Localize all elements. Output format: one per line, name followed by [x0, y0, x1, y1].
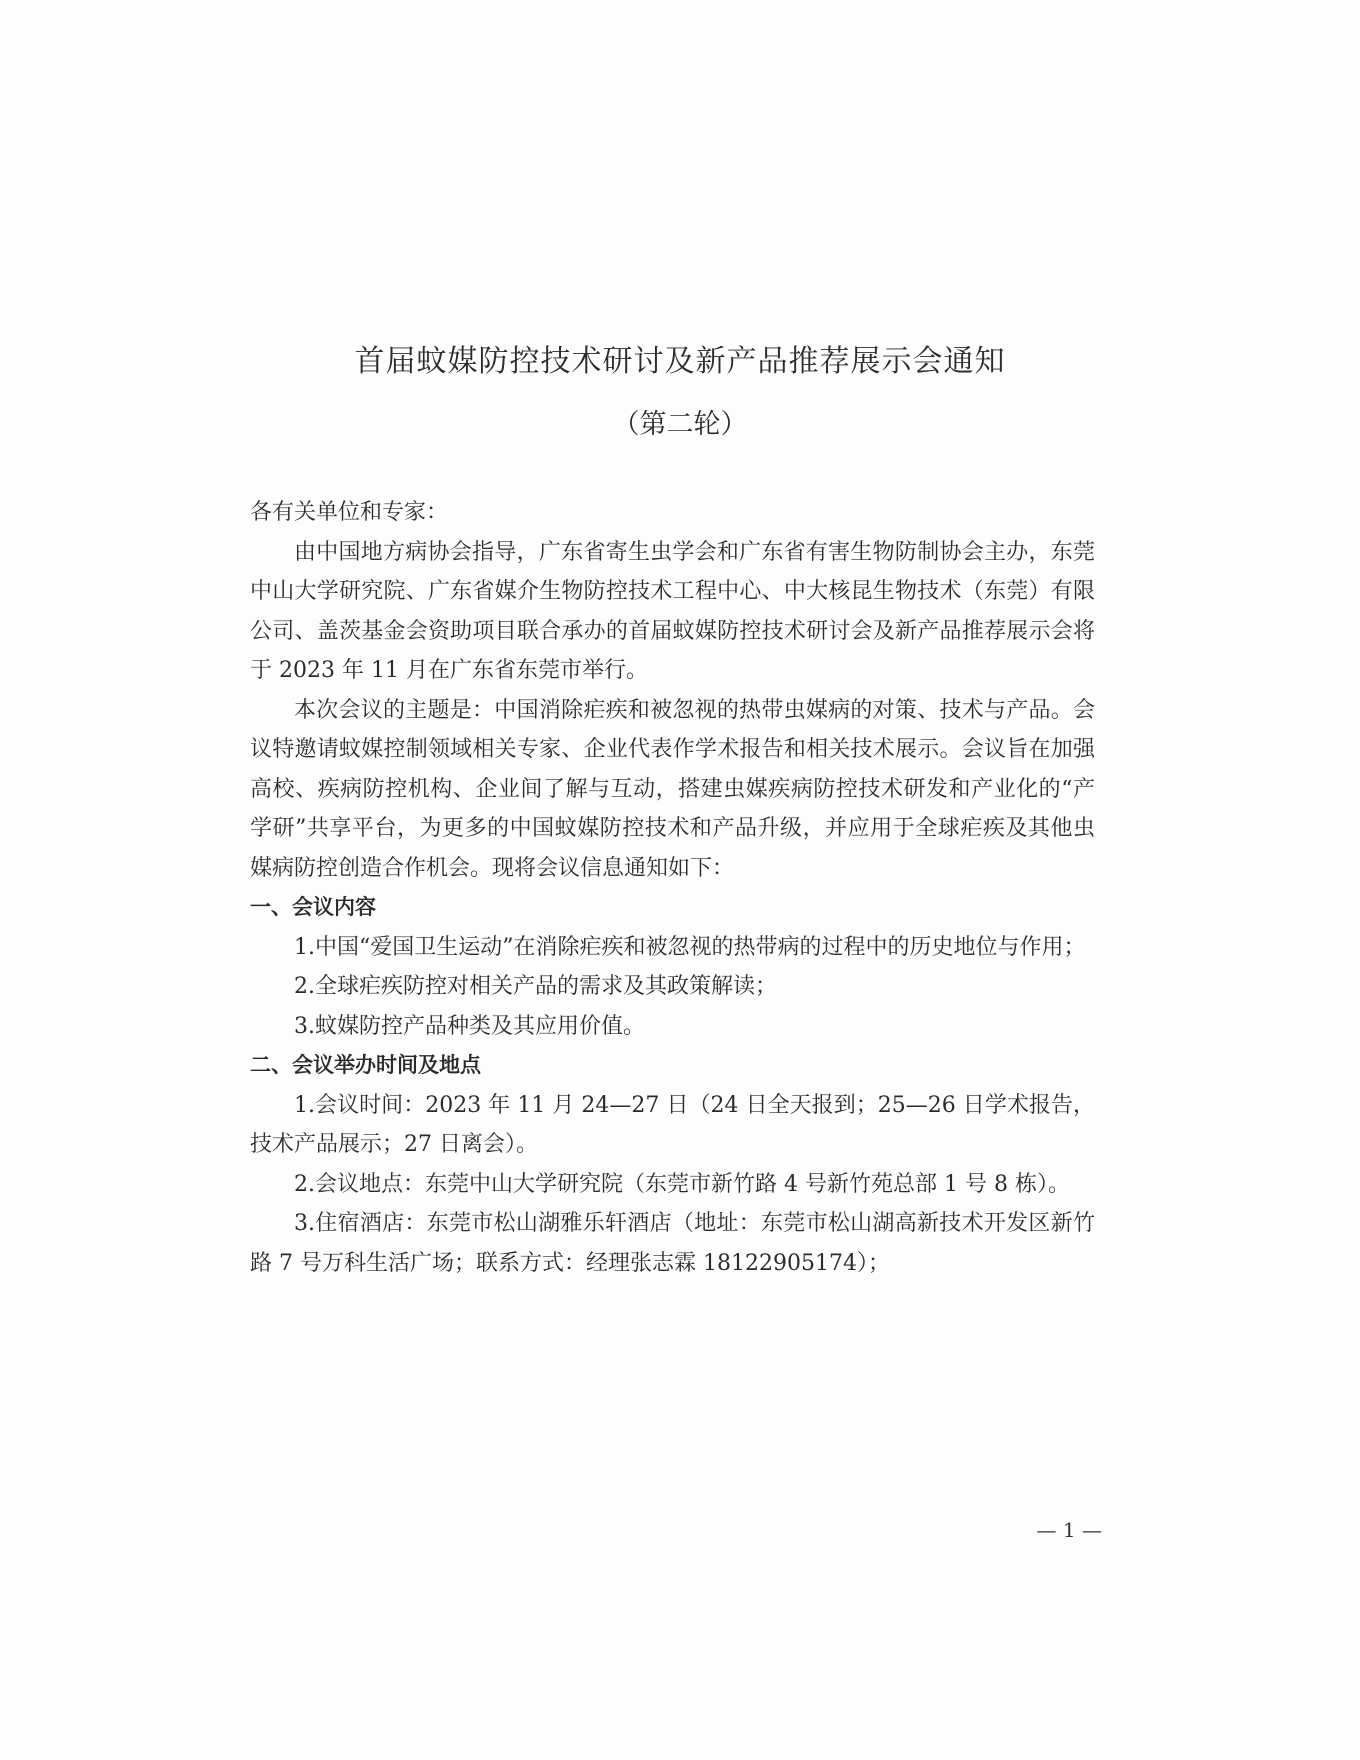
section-item: 3.住宿酒店：东莞市松山湖雅乐轩酒店（地址：东莞市松山湖高新技术开发区新竹路 7 号万科生活广场；联系方式：经理张志霖 18122905174）；	[250, 1211, 1095, 1276]
section-heading-content: 一、会议内容	[250, 895, 376, 919]
page-number: — 1 —	[1036, 1518, 1102, 1542]
section-item: 3.蚊媒防控产品种类及其应用价值。	[294, 1013, 645, 1039]
document-title: 首届蚊媒防控技术研讨及新产品推荐展示会通知	[354, 344, 1006, 379]
section-item: 1.中国“爱国卫生运动”在消除疟疾和被忽视的热带病的过程中的历史地位与作用；	[294, 934, 1086, 960]
document-body	[250, 493, 1095, 1283]
paragraph-theme: 本次会议的主题是：中国消除疟疾和被忽视的热带虫媒病的对策、技术与产品。会议特邀请蚊媒控制领域相关专家、企业代表作学术报告和相关技术展示。会议旨在加强高校、疾病防控机构、企业间了解与互动，搭建虫媒疾病防控技术研发和产业化的“产学研”共享平台，为更多的中国蚊媒防控技术和产品升级，并应用于全球疟疾及其他虫媒病防控创造合作机会。现将会议信息通知如下：	[250, 697, 1095, 881]
section-item: 2.全球疟疾防控对相关产品的需求及其政策解读；	[294, 974, 777, 999]
section-item: 2.会议地点：东莞中山大学研究院（东莞市新竹路 4 号新竹苑总部 1 号 8 栋）。	[294, 1171, 1070, 1197]
document-round-label: （第二轮）	[612, 409, 748, 440]
paragraph-intro: 由中国地方病协会指导，广东省寄生虫学会和广东省有害生物防制协会主办，东莞中山大学研究院、广东省媒介生物防控技术工程中心、中大核昆生物技术（东莞）有限公司、盖茨基金会资助项目联合承办的首届蚊媒防控技术研讨会及新产品推荐展示会将于 2023 年 11 月在广东省东莞市举行。	[250, 539, 1095, 683]
section-heading-time-location: 二、会议举办时间及地点	[250, 1053, 481, 1077]
salutation: 各有关单位和专家：	[250, 500, 449, 525]
section-item: 1.会议时间：2023 年 11 月 24—27 日（24 日全天报到；25—26 日学术报告，技术产品展示；27 日离会）。	[250, 1092, 1095, 1157]
